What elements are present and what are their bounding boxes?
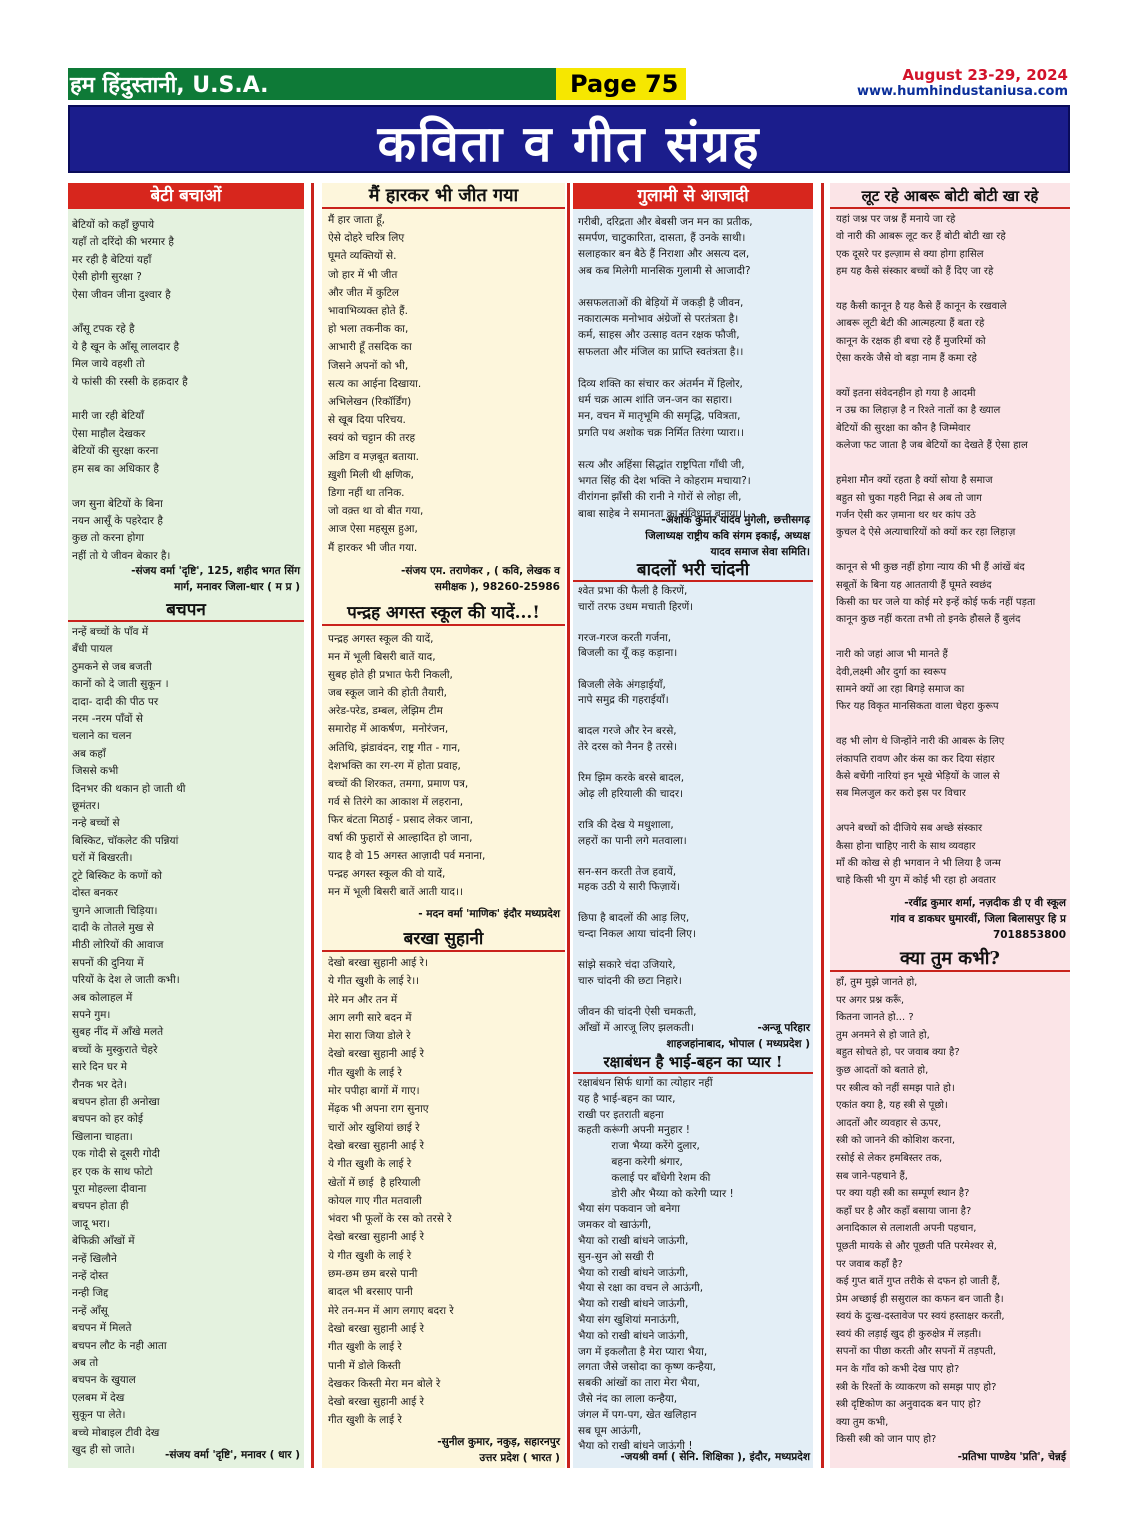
poem-body: नन्हें बच्चों के पाँव में बँधी पायल ठुमकने से जब बजती कानों को दे जाती सुकून । दादा- दादी की पीठ पर नरम -नरम पाँवों से चलाने का चलन अब कहाँ जिससे कभी दिनभर की थकान हो जाती थी छूमंतर। नन्हे बच्चों से बिस्किट, चॉकलेट की पन्नियां घरों में बिखरती। टूटे बिस्किट के कणों को दोस्त बनकर चुगने आजाती चिड़िया। दादी के तोतले मुख से मीठी लोरियों की आवाज सपनों की दुनिया में परियों के देश ले जाती कभी। अब कोलाहल में सपने गुम। सुबह नींद में आँखे मलते बच्चों के मुस्कुराते चेहरे सारे दिन घर मे रौनक भर देते। बचपन होता ही अनोखा बचपन को हर कोई खिलाना चाहता। एक गोदी से दूसरी गोदी हर एक के साथ फोटो पूरा मोहल्ला दीवाना बचपन होता ही जादू भरा। बेफिक्री आँखों में नन्हें खिलौने नन्हें दोस्त नन्ही जिद्द नन्हें आँसू बचपन में मिलते बचपन लौट के नही आता अब तो बचपन के खुयाल एलबम में देख सुकून पा लेते। बच्चे मोबाइल टीवी देख खुद ही सो जाते। [72,626,186,1457]
poem-author: -अशोक कुमार यादव मुंगेली, छत्तीसगढ़ जिलाध्यक्ष राष्ट्रीय कवि संगम इकाई, अध्यक्ष यादव समाज सेवा समिति। [645,514,810,558]
poem-body: रक्षाबंधन सिर्फ धागों का त्योहार नहीं यह है भाई-बहन का प्यार, राखी पर इतराती बहना कहती करूंगी अपनी मनुहार ! राजा भैय्या करेंगे दुलार, बहना करेगी श्रंगार, कलाई पर बाँधेगी रेशम की डोरी और भैय्या को करेगी प्यार ! भैया संग पकवान जो बनेगा जमकर वो खाऊंगी, भैया को राखी बांधने जाऊंगी, सुन-सुन ओ सखी री भैया को राखी बांधने जाऊंगी, भैया से रक्षा का वचन ले आऊंगी, भैया को राखी बांधने जाऊंगी, भैया संग खुशियां मनाऊंगी, भैया को राखी बांधने जाऊंगी, जग में इकलौता है मेरा प्यारा भैया, लगता जैसे जसोदा का कृष्ण कन्हैया, सबकी आंखों का तारा मेरा भैया, जैसे नंद का लाला कन्हैया, जंगल में पग-पग, खेत खलिहान सब घूम आऊंगी, भैया को राखी बांधने जाऊंगी ! [578,1077,734,1453]
poem-title: बेटी बचाओं [68,183,304,209]
issue-date: August 23-29, 2024 [902,66,1068,84]
poem-title: क्या तुम कभी? [830,948,1070,972]
poem-title: रक्षाबंधन है भाई-बहन का प्यार ! [573,1052,813,1074]
poem-author: -संजय एम. तराणेकर , ( कवि, लेखक व समीक्षक ), 98260-25986 [401,565,560,593]
poem-author: -संजय वर्मा 'दृष्टि', 125, शहीद भगत सिंग मार्ग, मनावर जिला-धार ( म प्र ) [131,565,300,593]
poem-body: गरीबी, दरिद्रता और बेबसी जन मन का प्रतीक, समर्पण, चाटुकारिता, दासता, हैं उनके साथी। सलाहकार बन बैठे हैं निराशा और असत्य दल, अब कब मिलेगी मानसिक गुलामी से आजादी? असफलताओं की बेड़ियों में जकड़ी है जीवन, नकारात्मक मनोभाव अंग्रेजों से परतंत्रता है। कर्म, साहस और उत्साह वतन रक्षक फौजी, सफलता और मंजिल का प्राप्ति स्वतंत्रता है।। दिव्य शक्ति का संचार कर अंतर्मन में हिलोर, धर्म चक्र आत्म शांति जन-जन का सहारा। मन, वचन में मातृभूमि की समृद्धि, पवित्रता, प्रगति पथ अशोक चक्र निर्मित तिरंगा प्यारा।। सत्य और अहिंसा सिद्धांत राष्ट्रपिता गाँधी जी, भगत सिंह की देश भक्ति ने कोहराम मचाया?। वीरांगना झाँसी की रानी ने गोरों से लोहा ली, बाबा साहेब ने समानता का संविधान बनाया।। [578,216,753,520]
page-label: Page 75 [570,70,679,98]
poem-title: बादलों भरी चांदनी [573,560,813,582]
poem-title: गुलामी से आजादी [573,183,813,209]
masthead-title: हम हिंदुस्तानी, U.S.A. [70,73,269,98]
column-divider [311,183,314,1468]
poem-body: हाँ, तुम मुझे जानते हो, पर अगर प्रश्न करूँ, कितना जानते हो... ? तुम अनमने से हो जाते हो, बहुत सोचते हो, पर जवाब क्या है? कुछ आदतों को बताते हो, पर स्त्रीत्व को नहीं समझ पाते हो। एकांत क्या है, यह स्त्री से पूछो। आदतों और व्यवहार से ऊपर, स्त्री को जानने की कोशिश करना, रसोई से लेकर हमबिस्तर तक, सब जाने-पहचाने हैं, पर क्या यही स्त्री का सम्पूर्ण स्थान है? कहाँ घर है और कहाँ बसाया जाना है? अनादिकाल से तलाशती अपनी पहचान, पूछती मायके से और पूछती पति परमेश्वर से, पर जवाब कहाँ है? कई गुप्त बातें गुप्त तरीके से दफन हो जाती हैं, प्रेम अच्छाई ही ससुराल का कफन बन जाती है। स्वयं के दुःख-दस्तावेज पर स्वयं हस्ताक्षर करती, स्वयं की लड़ाई खुद ही कुरुक्षेत्र में लड़ती। सपनों का पीछा करती और सपनों में तड़पती, मन के गाँव को कभी देख पाए हो? स्त्री के रिश्तों के व्याकरण को समझ पाए हो? स्त्री दृष्टिकोण का अनुवादक बन पाए हो? क्या तुम कभी, किसी स्त्री को जान पाए हो? [836,977,1005,1446]
poem-author: -जयश्री वर्मा ( सेनि. शिक्षिका ), इंदौर, मध्यप्रदेश [620,1451,810,1463]
poem-author: -रवींद्र कुमार शर्मा, नज़दीक डी ए वी स्कूल गांव व डाकघर घुमारवीं, जिला बिलासपुर हि प्र 7018853800 [890,897,1066,941]
poem-title: पन्द्रह अगस्त स्कूल की यादें...! [322,602,565,626]
poem-body: श्वेत प्रभा की फैली है किरणें, चारों तरफ उधम मचाती हिरणें। गरज-गरज करती गर्जना, बिजली का यूँ कड़ कड़ाना। बिजली लेके अंगड़ाईयाँ, नापे समुद्र की गहराईयाँ। बादल गरजे और रेन बरसे, तेरे दरस को नैनन है तरसे। रिम झिम करके बरसे बादल, ओढ़ ली हरियाली की चादर। रात्रि की देख ये मधुशाला, लहरों का पानी लगे मतवाला। सन-सन करती तेज हवायें, महक उठी ये सारी फिज़ायें। छिपा है बादलों की आड़ लिए, चन्दा निकल आया चांदनी लिए। सांझे सकारे चंदा उजियारे, चारु चांदनी की छटा निहारे। जीवन की चांदनी ऐसी चमकती, आँखों में आरजू लिए झलकती। [578,585,697,1034]
poem-title: बरखा सुहानी [322,928,565,952]
poem-body: देखो बरखा सुहानी आई रे। ये गीत खुशी के लाई रे।। मेरे मन और तन में आग लगी सारे बदन में मेरा सारा जिया डोले रे देखो बरखा सुहानी आई रे गीत खुशी के लाई रे मोर पपीहा बागों में गाए। मेंढ़क भी अपना राग सुनाए चारों ओर खुशियां छाई रे देखो बरखा सुहानी आई रे ये गीत खुशी के लाई रे खेतों में छाई है हरियाली कोयल गाए गीत मतवाली भंवरा भी फूलों के रस को तरसे रे देखो बरखा सुहानी आई रे ये गीत खुशी के लाई रे छम-छम छम बरसे पानी बादल भी बरसाए पानी मेरे तन-मन में आग लगाए बदरा रे देखो बरखा सुहानी आई रे गीत खुशी के लाई रे पानी में डोले किस्ती देखकर किस्ती मेरा मन बोले रे देखो बरखा सुहानी आई रे गीत खुशी के लाई रे [328,957,454,1427]
column-divider [567,183,570,1468]
poem-author: -अन्जू परिहार शाहजहांनाबाद, भोपाल ( मध्यप्रदेश ) [666,1022,810,1050]
poem-title: मैं हारकर भी जीत गया [322,185,565,209]
poem-author: -सुनील कुमार, नकुड़, सहारनपुर उत्तर प्रदेश ( भारत ) [437,1436,560,1464]
column-divider [821,183,824,1468]
poem-body: बेटियों को कहाँ छुपाये यहाँ तो दरिंदो की भरमार है मर रही है बेटियां यहाँ ऐसी होगी सुरक्षा ? ऐसा जीवन जीना दुश्वार है आँसू टपक रहे है ये है खून के आँसू लालदार है मिल जाये वहशी तो ये फांसी की रस्सी के हक़दार है मारी जा रही बेटियाँ ऐसा माहौल देखकर बेटियों की सुरक्षा करना हम सब का अधिकार है जग सुना बेटियों के बिना नयन आसूँ के पहरेदार है कुछ तो करना होगा नहीं तो ये जीवन बेकार है। [72,219,188,562]
poem-author: - मदन वर्मा 'माणिक' इंदौर मध्यप्रदेश [418,908,560,920]
poem-body: यहां जश्न पर जश्न हैं मनाये जा रहे वो नारी की आबरू लूट कर हैं बोटी बोटी खा रहे एक दूसरे पर इल्ज़ाम से क्या होगा हासिल हम यह कैसे संस्कार बच्चों को हैं दिए जा रहे यह कैसी कानून है यह कैसे हैं कानून के रखवाले आबरू लूटी बेटी की आत्महत्या हैं बता रहे कानून के रक्षक ही बचा रहे हैं मुजरिमों को ऐसा करके जैसे वो बड़ा नाम हैं कमा रहे क्यों इतना संवेदनहीन हो गया है आदमी न उम्र का लिहाज़ है न रिश्ते नातों का है ख्याल बेटियों की सुरक्षा का कौन है जिम्मेवार कलेजा फट जाता है जब बेटियों का देखते हैं ऐसा हाल हमेशा मौन क्यों रहता है क्यों सोया है समाज बहुत सो चुका गहरी निद्रा से अब तो जाग गर्जन ऐसी कर ज़माना थर थर कांप उठे कुचल दे ऐसे अत्याचारियों को क्यों कर रहा लिहाज़ कानून से भी कुछ नहीं होगा न्याय की भी हैं आंखें बंद सबूतों के बिना यह आततायी हैं घूमते स्वछंद किसी का घर जले या कोई मरे इन्हें कोई फर्क नहीं पड़ता कानून कुछ नहीं करता तभी तो इनके हौसले हैं बुलंद नारी को जहां आज भी मानते हैं देवी,लक्ष्मी और दुर्गा का स्वरूप सामने क्यों आ रहा बिगड़े समाज का फिर यह विकृत मानसिकता वाला चेहरा कुरूप वह भी लोग थे जिन्होंने नारी की आबरू के लिए लंकापति रावण और कंस का कर दिया संहार कैसे बचेंगी नारियां इन भूखे भेड़ियों के जाल से सब मिलजुल कर करो इस पर विचार अपने बच्चों को दीजिये सब अच्छे संस्कार कैसा होना चाहिए नारी के साथ व्यवहार माँ की कोख से ही भगवान ने भी लिया है जन्म चाहे किसी भी युग में कोई भी रहा हो अवतार [836,214,1036,887]
poem-author: -प्रतिभा पाण्डेय 'प्रति', चेन्नई [957,1451,1066,1463]
website-link[interactable]: www.humhindustaniusa.com [856,84,1068,99]
section-title: कविता व गीत संग्रह [377,115,761,173]
poem-title: लूट रहे आबरू बोटी बोटी खा रहे [830,185,1070,209]
poem-author: -संजय वर्मा 'दृष्टि', मनावर ( धार ) [165,1449,300,1461]
poem-title: बचपन [68,600,304,622]
poem-body: मैं हार जाता हूँ, ऐसे दोहरे चरित्र लिए घूमते व्यक्तियों से. जो हार में भी जीत और जीत में कुटिल भावाभिव्यक्त होते हैं. हो भला तकनीक का, आभारी हूँ तसदिक का जिसने अपनों को भी, सत्य का आईना दिखाया. अभिलेखन (रिकॉर्डिंग) से खूब दिया परिचय. स्वयं को चट्टान की तरह अडिग व मज़बूत बताया. ख़ुशी मिली थी क्षणिक, डिगा नहीं था तनिक. जो वक़्त था वो बीत गया, आज ऐसा महसूस हुआ, मैं हारकर भी जीत गया. [328,214,424,554]
poem-body: पन्द्रह अगस्त स्कूल की यादें, मन में भूली बिसरी बातें याद, सुबह होते ही प्रभात फेरी निकली, जब स्कूल जाने की होती तैयारी, अरेड-परेड, डम्बल, लेझिम टीम समारोह में आकर्षण, मनोरंजन, अतिथि, झंडावंदन, राष्ट्र गीत - गान, देशभक्ति का रग-रग में होता प्रवाह, बच्चों की शिरकत, तमगा, प्रमाण पत्र, गर्व से तिरंगे का आकाश में लहराना, फिर बंटता मिठाई - प्रसाद लेकर जाना, वर्षा की फुहारों से आल्हादित हो जाना, याद है वो 15 अगस्त आज़ादी पर्व मनाना, पन्द्रह अगस्त स्कूल की वो यादें, मन में भूली बिसरी बातें आती याद।। [328,633,486,899]
